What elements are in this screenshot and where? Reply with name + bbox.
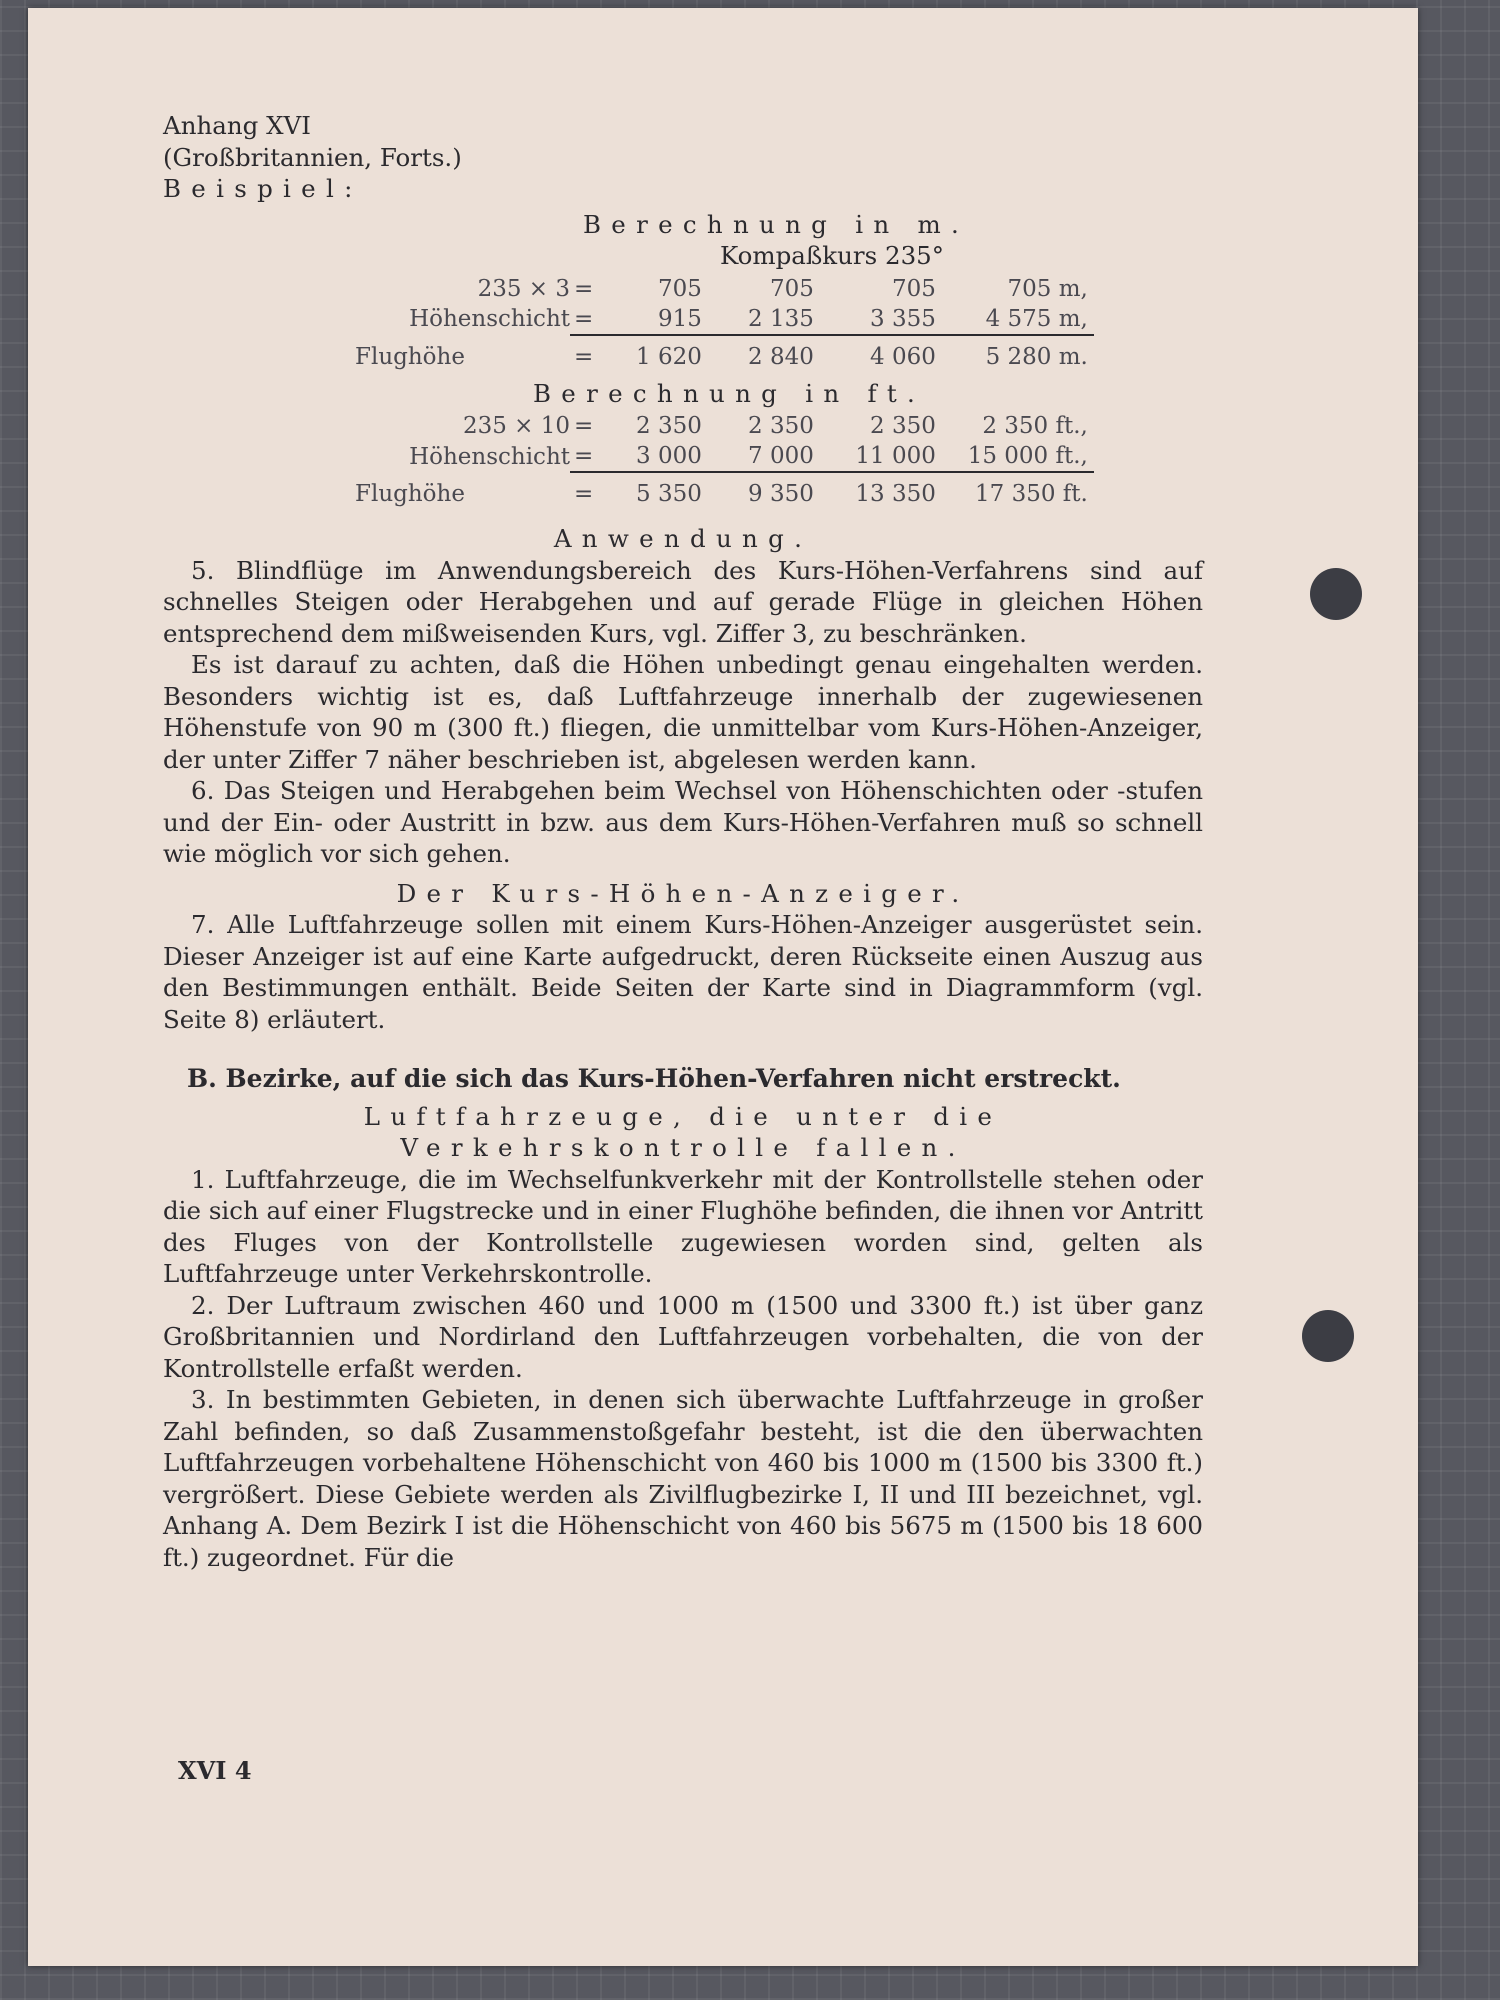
value-cell: 915 [657, 305, 702, 332]
calc-row [343, 411, 1094, 441]
example-label: Beispiel: [163, 174, 363, 203]
value-cell: 705 [891, 275, 936, 302]
total-cell: 4 060 [870, 343, 936, 370]
paragraph-b3: 3. In bestimmten Gebieten, in denen sich überwachte Luftfahrzeuge in großer Zahl befinden, so daß Zusammenstoßgefahr besteht, ist die den überwachten Luftfahrzeugen vorbehaltene Höhenschicht von 460 bis 1000 m (1500 bis 3300 ft.) vergrößert. Diese Gebiete werden als Zivilflugbezirke I, II und III bezeichnet, vgl. Anhang A. Dem Bezirk I ist die Höhenschicht von 460 bis 5675 m (1500 bis 18 600 ft.) zugeordnet. Für die [163, 1385, 1203, 1572]
body-text [163, 523, 1203, 1573]
value-cell: 2 350 [636, 413, 702, 439]
calc-m-title: Berechnung in m. [583, 209, 970, 239]
value-cell: 2 350 ft., [982, 413, 1088, 439]
calc-total-row [343, 473, 1094, 509]
section-heading-anzeiger: Der Kurs-Höhen-Anzeiger. [396, 878, 970, 908]
total-op: = [574, 481, 594, 507]
row-label: Höhenschicht [409, 443, 570, 470]
value-cell: 705 [657, 275, 702, 302]
value-cell: 705 m, [1007, 275, 1088, 302]
paragraph-7: 7. Alle Luftfahrzeuge sollen mit einem Kurs-Höhen-Anzeiger ausgerüstet sein. Dieser Anzeiger ist auf eine Karte aufgedruckt, deren Rückseite einen Auszug aus den Bestimmungen enthält. Beide Seiten der Karte sind in Diagrammform (vgl. Seite 8) erläutert. [163, 910, 1203, 1034]
total-cell: 2 840 [748, 343, 814, 370]
total-cell: 9 350 [748, 481, 814, 507]
document-text [163, 110, 1203, 1573]
calc-m-subtitle: Kompaßkurs 235° [720, 241, 944, 270]
total-op: = [574, 343, 594, 370]
total-cell: 1 620 [636, 343, 702, 370]
value-cell: 3 355 [870, 305, 936, 332]
row-label: 235 × 3 [477, 275, 570, 302]
total-cell: 13 350 [855, 481, 936, 507]
row-op: = [574, 305, 594, 332]
row-op: = [574, 413, 594, 439]
paragraph-5: 5. Blindflüge im Anwendungsbereich des Kurs-Höhen-Verfahrens sind auf schnelles Steigen oder Herabgehen und auf gerade Flüge in gleichen Höhen entsprechend dem mißweisenden Kurs, vgl. Ziffer 3, zu beschränken. [163, 555, 1203, 648]
punch-hole-upper [1310, 568, 1362, 620]
value-cell: 2 350 [870, 413, 936, 439]
paragraph-b1: 1. Luftfahrzeuge, die im Wechselfunkverkehr mit der Kontrollstelle stehen oder die sich auf einer Flugstrecke und in einer Flughöhe befinden, die ihnen vor Antritt des Fluges von der Kontrollstelle zugewiesen worden sind, gelten als Luftfahrzeuge unter Verkehrskontrolle. [163, 1164, 1203, 1288]
value-cell: 15 000 ft., [967, 443, 1088, 469]
total-cell: 5 350 [636, 481, 702, 507]
value-cell: 4 575 m, [985, 305, 1088, 332]
calc-ft-title: Berechnung in ft. [533, 378, 926, 408]
value-cell: 2 135 [748, 305, 814, 332]
document-page [28, 8, 1418, 1966]
row-op: = [574, 275, 594, 302]
calc-row [343, 304, 1094, 335]
section-b-subheading: Luftfahrzeuge, die unter die Verkehrskontrolle fallen. [363, 1101, 1003, 1162]
section-heading-anwendung: Anwendung. [553, 524, 813, 553]
paragraph-b2: 2. Der Luftraum zwischen 460 und 1000 m (1500 und 3300 ft.) ist über ganz Großbritannien und Nordirland den Luftfahrzeugen vorbehalten, die von der Kontrollstelle erfaßt werden. [163, 1290, 1203, 1383]
value-cell: 705 [769, 275, 814, 302]
paragraph-5-continued: Es ist darauf zu achten, daß die Höhen unbedingt genau eingehalten werden. Besonders wichtig ist es, daß Luftfahrzeuge innerhalb der zugewiesenen Höhenstufe von 90 m (300 ft.) fliegen, die unmittelbar vom Kurs-Höhen-Anzeiger, der unter Ziffer 7 näher beschrieben ist, abgelesen werden kann. [163, 650, 1203, 774]
annex-subtitle: (Großbritannien, Forts.) [163, 142, 462, 172]
row-label: 235 × 10 [462, 413, 570, 439]
total-label: Flughöhe [355, 481, 465, 507]
paragraph-6: 6. Das Steigen und Herabgehen beim Wechsel von Höhenschichten oder -stufen und der Ein- oder Austritt in bzw. aus dem Kurs-Höhen-Verfahren muß so schnell wie möglich vor sich gehen. [163, 776, 1203, 868]
calc-m-table [343, 274, 1094, 372]
section-b-heading: B. Bezirke, auf die sich das Kurs-Höhen-Verfahren nicht erstreckt. [187, 1064, 1121, 1093]
page-header [163, 110, 1203, 205]
value-cell: 3 000 [636, 443, 702, 469]
row-label: Höhenschicht [409, 306, 570, 332]
annex-title: Anhang XVI [163, 111, 311, 140]
total-label: Flughöhe [355, 343, 465, 370]
calc-total-row [343, 336, 1094, 372]
row-op: = [574, 443, 594, 469]
total-cell: 17 350 ft. [975, 481, 1088, 507]
value-cell: 2 350 [748, 413, 814, 439]
value-cell: 11 000 [855, 443, 936, 469]
total-cell: 5 280 m. [985, 343, 1088, 370]
value-cell: 7 000 [748, 443, 814, 469]
calc-ft-table [343, 411, 1094, 509]
calc-row [343, 441, 1094, 472]
calc-row [343, 274, 1094, 304]
punch-hole-lower [1302, 1310, 1354, 1362]
page-number: XVI 4 [178, 1756, 252, 1785]
